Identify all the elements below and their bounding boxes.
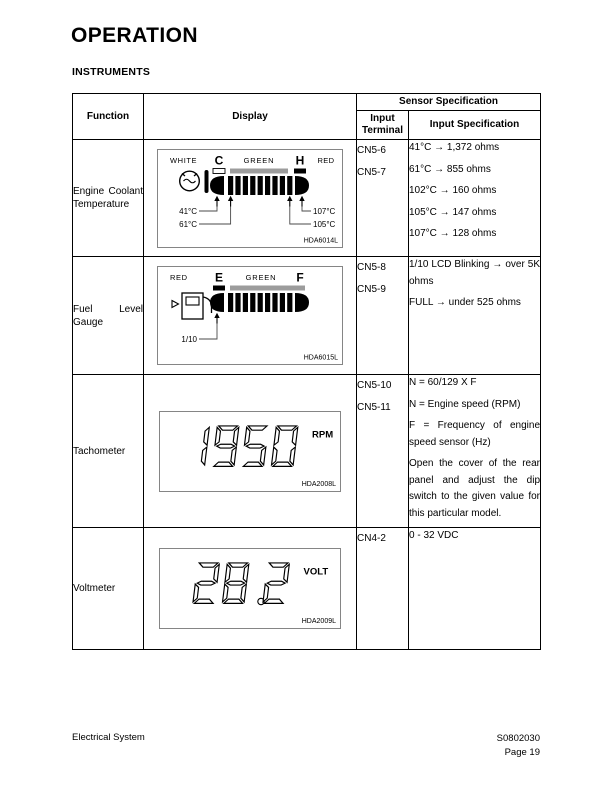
- white-zone-bar: [213, 168, 225, 173]
- display-code: HDA2009L: [301, 618, 336, 625]
- input-terminal-cell: [357, 140, 409, 257]
- function-cell: Tachometer: [73, 375, 144, 528]
- footer-section-label: Electrical System: [72, 732, 145, 743]
- voltmeter-display: [159, 548, 341, 629]
- unit-label: RPM: [312, 429, 334, 440]
- coolant-gauge-display: [157, 149, 343, 248]
- gauge-segment-bar: [210, 176, 309, 195]
- display-code: HDA6014L: [303, 237, 338, 244]
- input-specification-text: 0 - 32 VDC: [409, 530, 459, 541]
- input-terminal-label: CN5-7: [357, 167, 386, 178]
- row-tachometer: [73, 375, 541, 528]
- input-terminal-cell: [357, 257, 409, 375]
- input-terminal-label: CN5-9: [357, 284, 386, 295]
- input-specification-text: 107°C → 128 ohms: [409, 228, 497, 239]
- input-specification-cell: [409, 375, 541, 528]
- zone-label-red: RED: [317, 155, 335, 165]
- gauge-segment-bar: [210, 293, 309, 312]
- row-engine-coolant-temperature: [73, 140, 541, 257]
- footer-page-number: Page 19: [504, 746, 540, 758]
- function-cell: Fuel Level Gauge: [73, 257, 144, 375]
- instruments-table: [72, 93, 541, 650]
- zone-label-white: WHITE: [170, 155, 198, 165]
- input-specification-text: 102°C → 160 ohms: [409, 185, 497, 196]
- coolant-temperature-icon: [180, 170, 209, 193]
- pointer-arrow: [287, 195, 292, 206]
- red-zone-bar: [294, 168, 306, 173]
- footer-doc-info: [497, 732, 540, 759]
- input-specification-text: 41°C → 1,372 ohms: [409, 142, 500, 153]
- input-specification-cell: [409, 140, 541, 257]
- col-header-input-terminal: Input Terminal: [357, 111, 409, 140]
- input-terminal-cell: [357, 528, 409, 650]
- input-terminal-label: CN5-10: [357, 380, 392, 391]
- fuel-pump-icon: [172, 293, 212, 319]
- scale-label-f: F: [296, 270, 304, 285]
- pointer-arrow: [228, 195, 233, 206]
- col-header-function: Function: [73, 94, 144, 140]
- green-zone-bar: [230, 286, 305, 291]
- input-specification-text: 1/10 LCD Blinking → over 5K ohms: [409, 259, 541, 287]
- page-title: OPERATION: [71, 24, 198, 47]
- green-zone-bar: [230, 168, 288, 173]
- input-specification-text: N = 60/129 X F: [409, 377, 477, 388]
- tachometer-display: [159, 411, 341, 492]
- pointer-arrow: [214, 195, 219, 206]
- display-cell: [144, 140, 357, 257]
- callout-105c: 105°C: [313, 219, 336, 229]
- scale-label-e: E: [214, 270, 224, 285]
- input-specification-text: Open the cover of the rear panel and adjust the dip switch to the given value for this particular model.: [409, 458, 541, 519]
- zone-label-green: GREEN: [243, 155, 275, 165]
- input-terminal-label: CN5-11: [357, 402, 391, 413]
- unit-label: VOLT: [303, 566, 329, 578]
- scale-label-h: H: [295, 153, 305, 167]
- pointer-arrow: [299, 195, 304, 206]
- input-specification-text: 61°C → 855 ohms: [409, 163, 491, 175]
- input-terminal-label: CN4-2: [357, 533, 386, 544]
- footer-doc-number: S0802030: [496, 733, 540, 744]
- callout-107c: 107°C: [313, 206, 336, 216]
- callout-61c: 61°C: [179, 219, 197, 229]
- scale-label-c: C: [214, 153, 224, 167]
- input-terminal-label: CN5-6: [357, 145, 386, 156]
- display-code: HDA6015L: [303, 354, 338, 362]
- seven-segment-digits: [193, 563, 290, 605]
- display-cell: [144, 375, 357, 528]
- input-specification-text: F = Frequency of engine speed sensor (Hz): [409, 420, 541, 448]
- display-code: HDA2008L: [301, 480, 336, 488]
- input-specification-cell: [409, 257, 541, 375]
- pointer-arrow: [214, 313, 219, 324]
- callout-41c: 41°C: [179, 206, 197, 216]
- header-row-1: [73, 94, 541, 111]
- section-heading: INSTRUMENTS: [72, 66, 151, 78]
- row-fuel-level-gauge: [73, 257, 541, 375]
- display-cell: [144, 257, 357, 375]
- seven-segment-digits: [201, 425, 298, 465]
- display-cell: [144, 528, 357, 650]
- col-header-display: Display: [144, 94, 357, 140]
- col-header-sensor-specification: Sensor Specification: [357, 94, 541, 111]
- function-cell: Engine Coolant Temperature: [73, 140, 144, 257]
- input-specification-cell: [409, 528, 541, 650]
- input-specification-text: N = Engine speed (RPM): [409, 398, 521, 410]
- red-zone-bar: [213, 286, 225, 291]
- input-specification-text: 105°C → 147 ohms: [409, 206, 497, 218]
- zone-label-green: GREEN: [245, 273, 277, 282]
- function-cell: Voltmeter: [73, 528, 144, 650]
- zone-label-red: RED: [170, 273, 188, 282]
- row-voltmeter: [73, 528, 541, 650]
- input-terminal-cell: [357, 375, 409, 528]
- col-header-input-specification: Input Specification: [409, 111, 541, 140]
- input-specification-text: FULL → under 525 ohms: [409, 297, 521, 308]
- fuel-gauge-display: [157, 266, 343, 365]
- input-terminal-label: CN5-8: [357, 262, 386, 273]
- callout-1-10: 1/10: [181, 335, 197, 344]
